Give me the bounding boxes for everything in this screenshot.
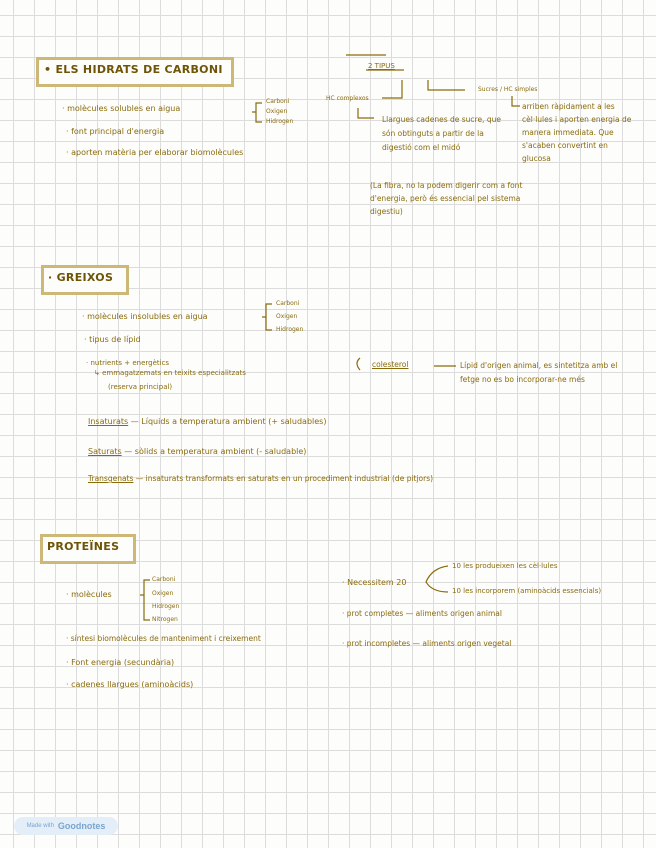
- fats-type-unsaturated-desc: — Líquids a temperatura ambient (+ saludables): [130, 417, 327, 426]
- carbohydrates-element-oxygen: Oxigen: [266, 108, 288, 115]
- proteins-bullet-chains: · cadenes llargues (aminoàcids): [66, 680, 194, 689]
- fats-element-oxygen: Oxigen: [276, 313, 298, 320]
- proteins-element-hydrogen: Hidrogen: [152, 603, 180, 610]
- proteins-need-label: · Necessitem 20: [342, 578, 407, 587]
- carbohydrates-types-label: 2 TIPUS: [368, 62, 395, 70]
- fats-reserve-line-1: · nutrients + energètics: [86, 359, 170, 367]
- carbohydrates-element-hydrogen: Hidrogen: [266, 118, 294, 125]
- fats-element-hydrogen: Hidrogen: [276, 326, 304, 333]
- proteins-branch-produced: 10 les produeixen les cèl·lules: [452, 562, 558, 570]
- fats-type-saturated-desc: — sòlids a temperatura ambient (- saludable): [124, 447, 307, 456]
- proteins-molecules-label: · molècules: [66, 590, 112, 599]
- carbohydrates-bullet-energy: · font principal d'energia: [66, 127, 165, 136]
- fats-type-trans-name: Transgenats: [88, 474, 134, 483]
- fats-type-unsaturated: [88, 416, 326, 427]
- fats-type-saturated: [88, 446, 306, 457]
- proteins-element-oxygen: Oxigen: [152, 590, 174, 597]
- badge-brand: Goodnotes: [57, 821, 106, 831]
- badge-made-with: Made with: [26, 823, 54, 829]
- proteins-bullet-synthesis: · síntesi biomolècules de manteniment i creixement: [66, 634, 261, 643]
- carbohydrates-bullet-biomolecules: · aporten matèria per elaborar biomolècules: [66, 148, 244, 157]
- carbohydrates-element-carbon: Carboni: [266, 98, 290, 105]
- proteins-complete: · prot completes — aliments origen animal: [342, 609, 502, 618]
- proteins-element-nitrogen: Nitrogen: [152, 616, 178, 623]
- fats-type-unsaturated-name: Insaturats: [88, 417, 129, 426]
- goodnotes-badge[interactable]: [14, 817, 118, 835]
- fats-type-saturated-name: Saturats: [88, 447, 122, 456]
- proteins-title: PROTEÏNES: [47, 540, 120, 553]
- proteins-branch-incorporated: 10 les incorporem (aminoàcids essencials): [452, 587, 602, 595]
- fats-cholesterol-desc: Lípid d'origen animal, es sintetitza amb el fetge no es bo incorporar-ne més: [460, 361, 618, 384]
- carbohydrates-fiber-note: (La fibra, no la podem digerir com a font d'energia, però és essencial pel sistema digestiu): [370, 181, 523, 216]
- fats-type-trans: [88, 473, 433, 484]
- fats-reserve-line-2: ↳ emmagatzemats en teixits especialitzats: [94, 369, 246, 377]
- fats-title: · GREIXOS: [48, 271, 114, 284]
- fats-reserve-line-3: (reserva principal): [108, 383, 173, 391]
- carbohydrates-complex-label: HC complexos: [326, 95, 369, 102]
- carbohydrates-title: • ELS HIDRATS DE CARBONI: [44, 63, 223, 76]
- fats-element-carbon: Carboni: [276, 300, 300, 307]
- fats-type-trans-desc: — insaturats transformats en saturats en un procediment industrial (de pitjors): [135, 474, 434, 483]
- proteins-incomplete: · prot incompletes — aliments origen vegetal: [342, 639, 512, 648]
- carbohydrates-complex-desc: Llargues cadenes de sucre, que són obtinguts a partir de la digestió com el midó: [382, 115, 501, 152]
- carbohydrates-simple-label: Sucres / HC simples: [478, 86, 538, 93]
- proteins-bullet-energy: · Font energia (secundària): [66, 658, 175, 667]
- carbohydrates-bullet-soluble: · molècules solubles en aigua: [62, 104, 181, 113]
- fats-bullet-insoluble: · molècules insolubles en aigua: [82, 312, 208, 321]
- fats-bullet-lipid: · tipus de lípid: [84, 335, 141, 344]
- proteins-element-carbon: Carboni: [152, 576, 176, 583]
- carbohydrates-simple-desc: arriben ràpidament a les cèl·lules i aporten energia de manera immediata. Que s'acaben convertint en glucosa: [522, 102, 632, 163]
- fats-cholesterol-label: colesterol: [372, 360, 409, 369]
